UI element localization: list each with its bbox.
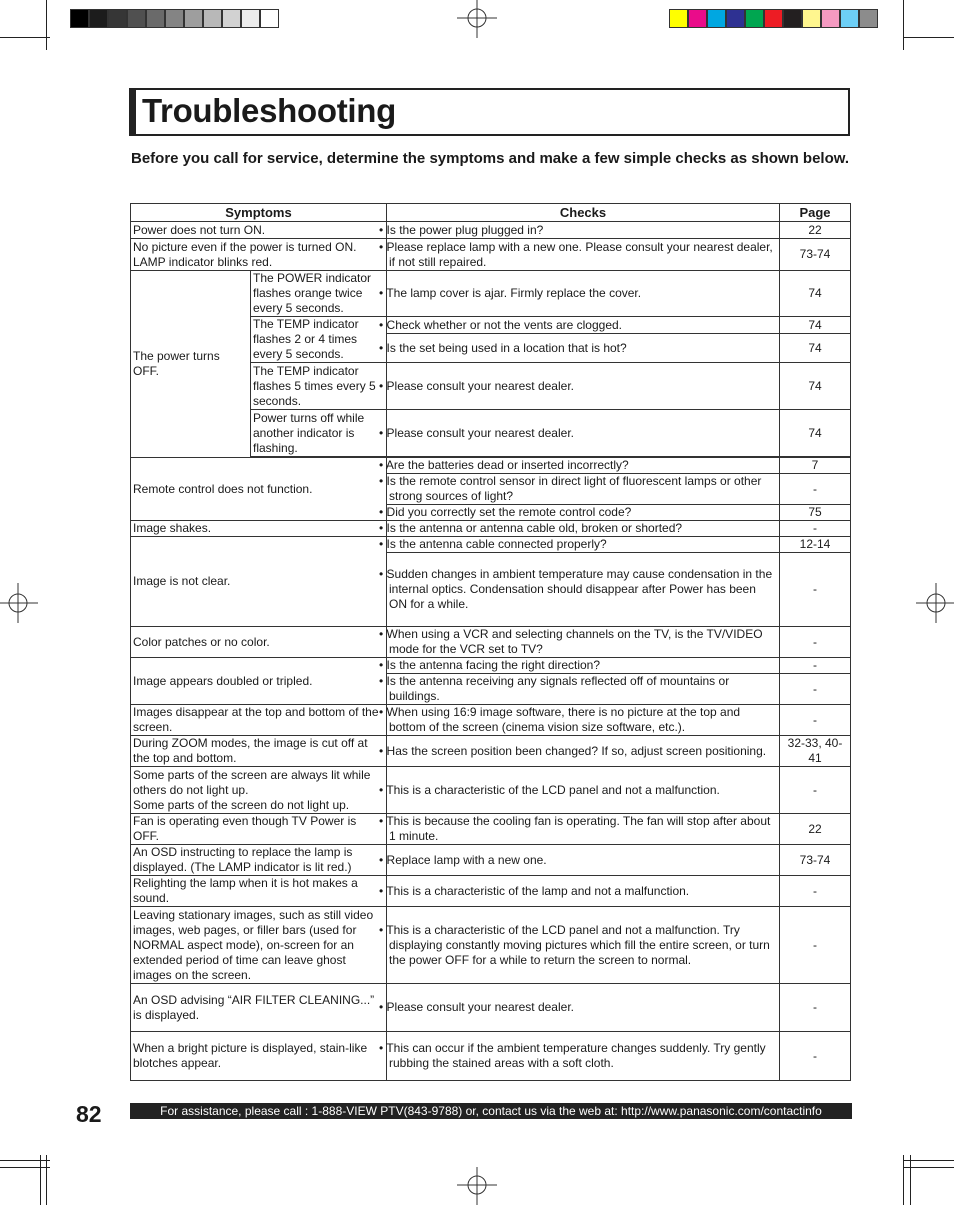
registration-mark-right [914,583,954,623]
table-row [131,736,851,767]
symptom-cell: Power does not turn ON. [131,222,387,239]
color-swatch [726,9,745,28]
page-cell: 73-74 [780,239,851,271]
check-cell: • Are the batteries dead or inserted incorrectly? [387,458,780,474]
table-row [131,984,851,1032]
gray-swatch [203,9,222,28]
symptom-cell: Images disappear at the top and bottom of the screen. [131,705,387,736]
color-swatch [821,9,840,28]
check-cell: • Did you correctly set the remote control code? [387,505,780,521]
page-cell: 22 [780,814,851,845]
symptom-group-cell: The power turns OFF. [131,271,251,458]
gray-swatch [89,9,108,28]
page-cell: 22 [780,222,851,239]
check-cell: • Is the antenna or antenna cable old, broken or shorted? [387,521,780,537]
check-cell: • Has the screen position been changed? If so, adjust screen positioning. [387,736,780,767]
gray-swatch-strip [70,9,279,28]
table-row [131,521,851,537]
check-cell: • This is a characteristic of the LCD panel and not a malfunction. Try displaying constantly moving pictures which fill the entire screen, or turn the power OFF for a while to return the screen to normal. [387,907,780,984]
sub-symptom-cell: The POWER indicator flashes orange twice every 5 seconds. [251,271,387,317]
check-cell: • Is the power plug plugged in? [387,222,780,239]
page-cell: 74 [780,317,851,334]
table-row [131,627,851,658]
page-cell: - [780,474,851,505]
table-header-row [131,204,851,222]
registration-mark-bottom [457,1165,497,1205]
check-cell: • Replace lamp with a new one. [387,845,780,876]
table-row [131,845,851,876]
gray-swatch [146,9,165,28]
symptom-cell: An OSD instructing to replace the lamp is displayed. (The LAMP indicator is lit red.) [131,845,387,876]
check-cell: • Please consult your nearest dealer. [387,410,780,457]
page-cell: - [780,553,851,627]
check-cell: • This is a characteristic of the LCD panel and not a malfunction. [387,767,780,814]
header-page: Page [780,204,851,222]
symptom-cell [131,767,387,814]
page-cell: - [780,705,851,736]
table-row [131,767,851,814]
color-swatch [840,9,859,28]
symptom-cell: An OSD advising “AIR FILTER CLEANING...” is displayed. [131,984,387,1032]
page-cell: - [780,674,851,705]
symptom-cell: Image appears doubled or tripled. [131,658,387,705]
check-cell: • When using a VCR and selecting channels on the TV, is the TV/VIDEO mode for the VCR set to TV? [387,627,780,658]
gray-swatch [165,9,184,28]
header-symptoms: Symptoms [131,204,387,222]
symptom-line: Some parts of the screen are always lit while others do not light up. [133,767,371,797]
gray-swatch [184,9,203,28]
table-row [131,1032,851,1081]
color-swatch [669,9,688,28]
sub-symptom-cell: The TEMP indicator flashes 5 times every 5 seconds. [251,363,387,410]
page-cell: 74 [780,334,851,363]
symptom-cell: Image shakes. [131,521,387,537]
color-swatch [707,9,726,28]
registration-mark-left [0,583,40,623]
page-number: 82 [76,1101,102,1127]
color-swatch [783,9,802,28]
footer-bar: For assistance, please call : 1-888-VIEW PTV(843-9788) or, contact us via the web at: http://www.panasonic.com/contactinfo [130,1103,852,1119]
check-cell: • This is because the cooling fan is operating. The fan will stop after about 1 minute. [387,814,780,845]
page-cell: - [780,767,851,814]
check-cell: • This can occur if the ambient temperature changes suddenly. Try gently rubbing the stained areas with a soft cloth. [387,1032,780,1081]
symptom-cell: Remote control does not function. [131,458,387,521]
check-cell: • When using 16:9 image software, there is no picture at the top and bottom of the screen (cinema vision size software, etc.). [387,705,780,736]
check-cell: • Is the remote control sensor in direct light of fluorescent lamps or other strong sources of light? [387,474,780,505]
color-swatch-strip [669,9,878,28]
title-accent-bar [130,90,136,134]
gray-swatch [70,9,89,28]
check-cell: • Is the antenna receiving any signals reflected off of mountains or buildings. [387,674,780,705]
table-row [131,271,851,317]
page-cell: - [780,876,851,907]
page-cell: 12-14 [780,537,851,553]
intro-text: Before you call for service, determine the symptoms and make a few simple checks as shown below. [131,150,850,167]
page-cell: - [780,627,851,658]
header-checks: Checks [387,204,780,222]
check-cell: • Is the antenna cable connected properly? [387,537,780,553]
troubleshooting-table [130,203,851,1081]
gray-swatch [108,9,127,28]
symptom-line: Some parts of the screen do not light up. [133,797,350,812]
page-cell: 32-33, 40-41 [780,736,851,767]
gray-swatch [127,9,146,28]
table-row [131,658,851,674]
page-cell: 75 [780,505,851,521]
registration-mark-top [457,0,497,40]
gray-swatch [260,9,279,28]
check-cell: • Please consult your nearest dealer. [387,984,780,1032]
table-row [131,222,851,239]
color-swatch [859,9,878,28]
table-row [131,537,851,553]
symptom-cell: No picture even if the power is turned ON. LAMP indicator blinks red. [131,239,387,271]
table-row [131,876,851,907]
symptom-cell: When a bright picture is displayed, stain-like blotches appear. [131,1032,387,1081]
page-cell: - [780,984,851,1032]
table-row [131,907,851,984]
check-cell: • The lamp cover is ajar. Firmly replace the cover. [387,271,780,317]
page-cell: 7 [780,458,851,474]
check-cell: • Sudden changes in ambient temperature may cause condensation in the internal optics. Condensation should disappear after Power has been ON for a while. [387,553,780,627]
symptom-cell: Image is not clear. [131,537,387,627]
page-cell: - [780,1032,851,1081]
symptom-cell: Relighting the lamp when it is hot makes a sound. [131,876,387,907]
gray-swatch [241,9,260,28]
check-cell: • Please consult your nearest dealer. [387,363,780,410]
page-cell: 74 [780,410,851,457]
check-cell: • Check whether or not the vents are clogged. [387,317,780,334]
symptom-cell: Leaving stationary images, such as still video images, web pages, or filler bars (used for NORMAL aspect mode), on-screen for an extended period of time can leave ghost images on the screen. [131,907,387,984]
color-swatch [688,9,707,28]
table-row [131,814,851,845]
check-cell: • Is the antenna facing the right direction? [387,658,780,674]
check-cell: • Please replace lamp with a new one. Please consult your nearest dealer, if not still repaired. [387,239,780,271]
table-row [131,458,851,474]
page-cell: - [780,658,851,674]
color-swatch [802,9,821,28]
page-title: Troubleshooting [142,92,396,129]
table-row [131,239,851,271]
check-cell: • Is the set being used in a location that is hot? [387,334,780,363]
check-cell: • This is a characteristic of the lamp and not a malfunction. [387,876,780,907]
symptom-cell: Fan is operating even though TV Power is OFF. [131,814,387,845]
color-swatch [745,9,764,28]
page-cell: - [780,907,851,984]
sub-symptom-cell: Power turns off while another indicator is flashing. [251,410,387,457]
page-cell: 74 [780,363,851,410]
table-row [131,705,851,736]
page-cell: - [780,521,851,537]
symptom-cell: Color patches or no color. [131,627,387,658]
page-cell: 73-74 [780,845,851,876]
sub-symptom-cell: The TEMP indicator flashes 2 or 4 times every 5 seconds. [251,317,387,363]
symptom-cell: During ZOOM modes, the image is cut off at the top and bottom. [131,736,387,767]
page-cell: 74 [780,271,851,317]
color-swatch [764,9,783,28]
gray-swatch [222,9,241,28]
